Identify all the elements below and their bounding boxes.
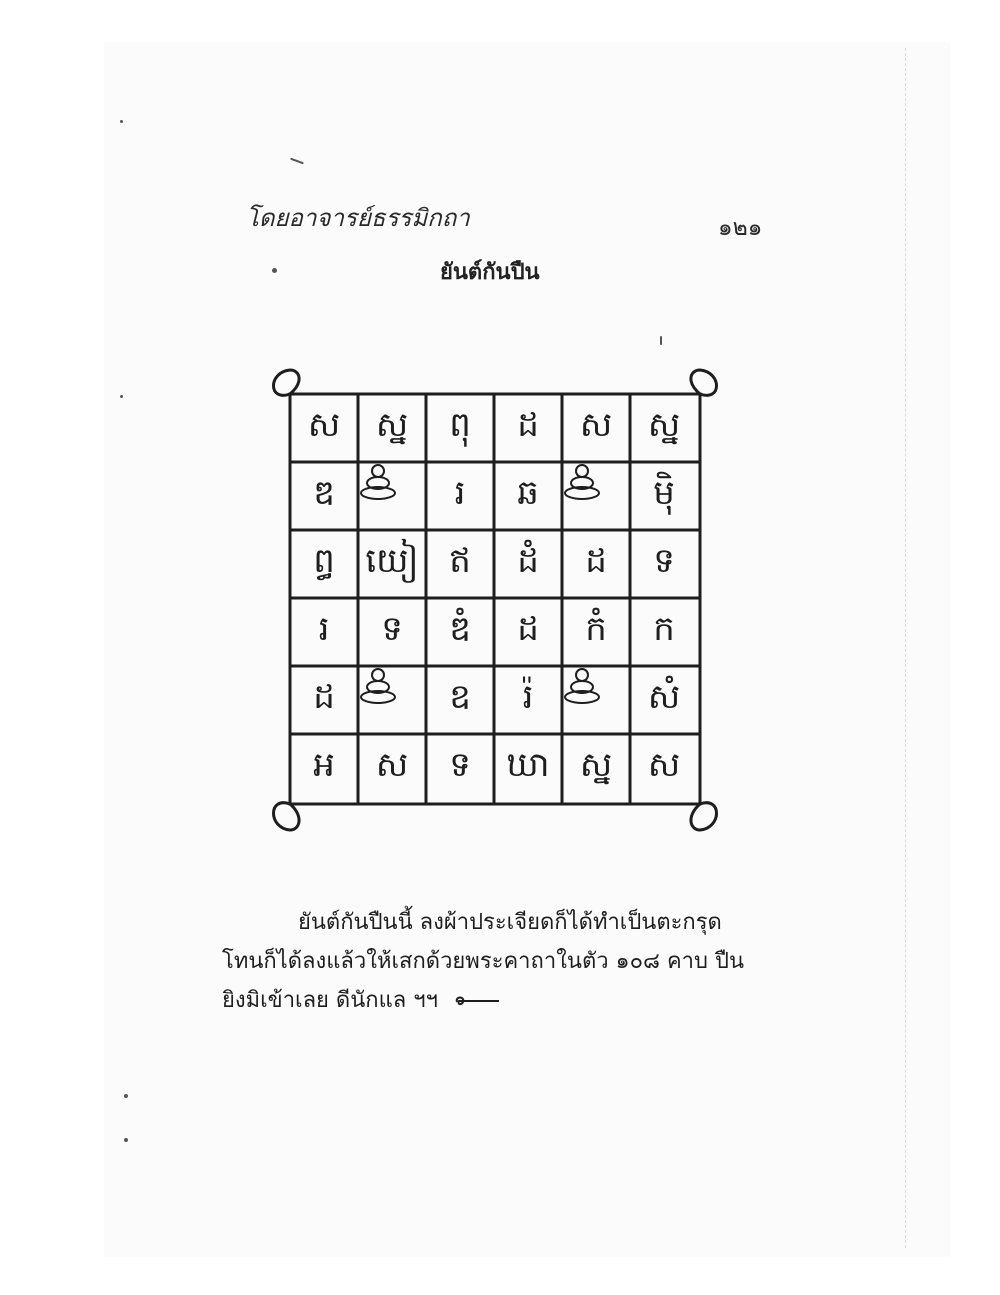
- body-line-3: [222, 981, 782, 1020]
- scan-speck: [272, 268, 277, 273]
- scan-speck: [120, 395, 123, 398]
- corner-loop-top-left: [274, 370, 300, 395]
- buddha-seal-icon: [358, 462, 426, 530]
- yantra-glyph: យៀ: [365, 541, 419, 581]
- yantra-glyph: ស្ន: [375, 405, 409, 445]
- yantra-glyph: ដ: [517, 405, 539, 445]
- yantra-glyph: កំ: [585, 609, 607, 649]
- yantra-glyph: ឌំ: [449, 609, 471, 649]
- yantra-glyph: ទ: [653, 541, 675, 581]
- yantra-glyph: ឃា: [506, 745, 550, 785]
- yantra-glyph: ឥ: [449, 541, 471, 581]
- yantra-glyph: ដ: [517, 609, 539, 649]
- body-line-2: โทนก็ได้ลงแล้วให้เสกด้วยพระคาถาในตัว ๑๐๘ คาบ ปืน: [222, 949, 744, 974]
- yantra-glyph: ឌ: [313, 473, 335, 513]
- yantra-glyph: ទ: [449, 745, 471, 785]
- yantra-glyph: ព្ធ: [313, 541, 335, 581]
- yantra-glyph: ស: [579, 405, 613, 445]
- yantra-glyph: ឧ: [449, 677, 471, 717]
- scan-speck: [124, 1138, 128, 1142]
- yantra-glyph: រ: [454, 473, 466, 513]
- yantra-glyph: ស: [647, 745, 681, 785]
- seal-figure-icon: [358, 462, 398, 502]
- scan-speck: [660, 336, 662, 345]
- yantra-title: ยันต์กันปืน: [440, 259, 540, 285]
- yantra-glyph: ដំ: [517, 541, 539, 581]
- body-text: [222, 903, 782, 1020]
- corner-loop-bottom-right: [691, 803, 717, 830]
- yantra-glyph: ស្ន: [579, 745, 613, 785]
- yantra-glyph: ស: [307, 405, 341, 445]
- end-ornament-icon: [453, 994, 503, 1008]
- scan-speck: [120, 120, 123, 123]
- yantra-glyph: រ: [318, 609, 330, 649]
- yantra-glyph: ឆ: [517, 473, 539, 513]
- yantra-glyph: ស: [375, 745, 409, 785]
- seal-figure-icon: [562, 462, 602, 502]
- yantra-glyph: សំ: [647, 677, 681, 717]
- page-number: ๑๒๑: [718, 215, 763, 241]
- body-line-3-text: ยิงมิเข้าเลย ดีนักแล ฯฯ: [222, 988, 438, 1013]
- yantra-glyph: រ៉: [522, 677, 534, 717]
- yantra-glyph: ស្ន: [647, 405, 681, 445]
- buddha-seal-icon: [562, 666, 630, 734]
- scan-speck: [124, 1094, 128, 1098]
- buddha-seal-icon: [358, 666, 426, 734]
- yantra-glyph: ដ: [585, 541, 607, 581]
- seal-figure-icon: [358, 666, 398, 706]
- yantra-glyph: អ: [313, 745, 335, 785]
- yantra-glyph: ទ: [381, 609, 403, 649]
- buddha-seal-icon: [562, 462, 630, 530]
- yantra-glyph: ពុ: [449, 405, 471, 445]
- corner-loop-bottom-left: [274, 803, 300, 830]
- yantra-glyph: ក: [653, 609, 675, 649]
- yantra-glyph: ម៉ិ: [653, 473, 675, 513]
- yantra-diagram: [260, 362, 740, 842]
- corner-loop-top-right: [691, 370, 717, 395]
- body-line-1: ยันต์กันปืนนี้ ลงผ้าประเจียดก็ได้ทำเป็นตะกรุด: [298, 910, 722, 935]
- header-author: โดยอาจารย์ธรรมิกถา: [246, 204, 470, 232]
- scan-edge: [905, 48, 914, 1248]
- yantra-glyph: ដ: [313, 677, 335, 717]
- seal-figure-icon: [562, 666, 602, 706]
